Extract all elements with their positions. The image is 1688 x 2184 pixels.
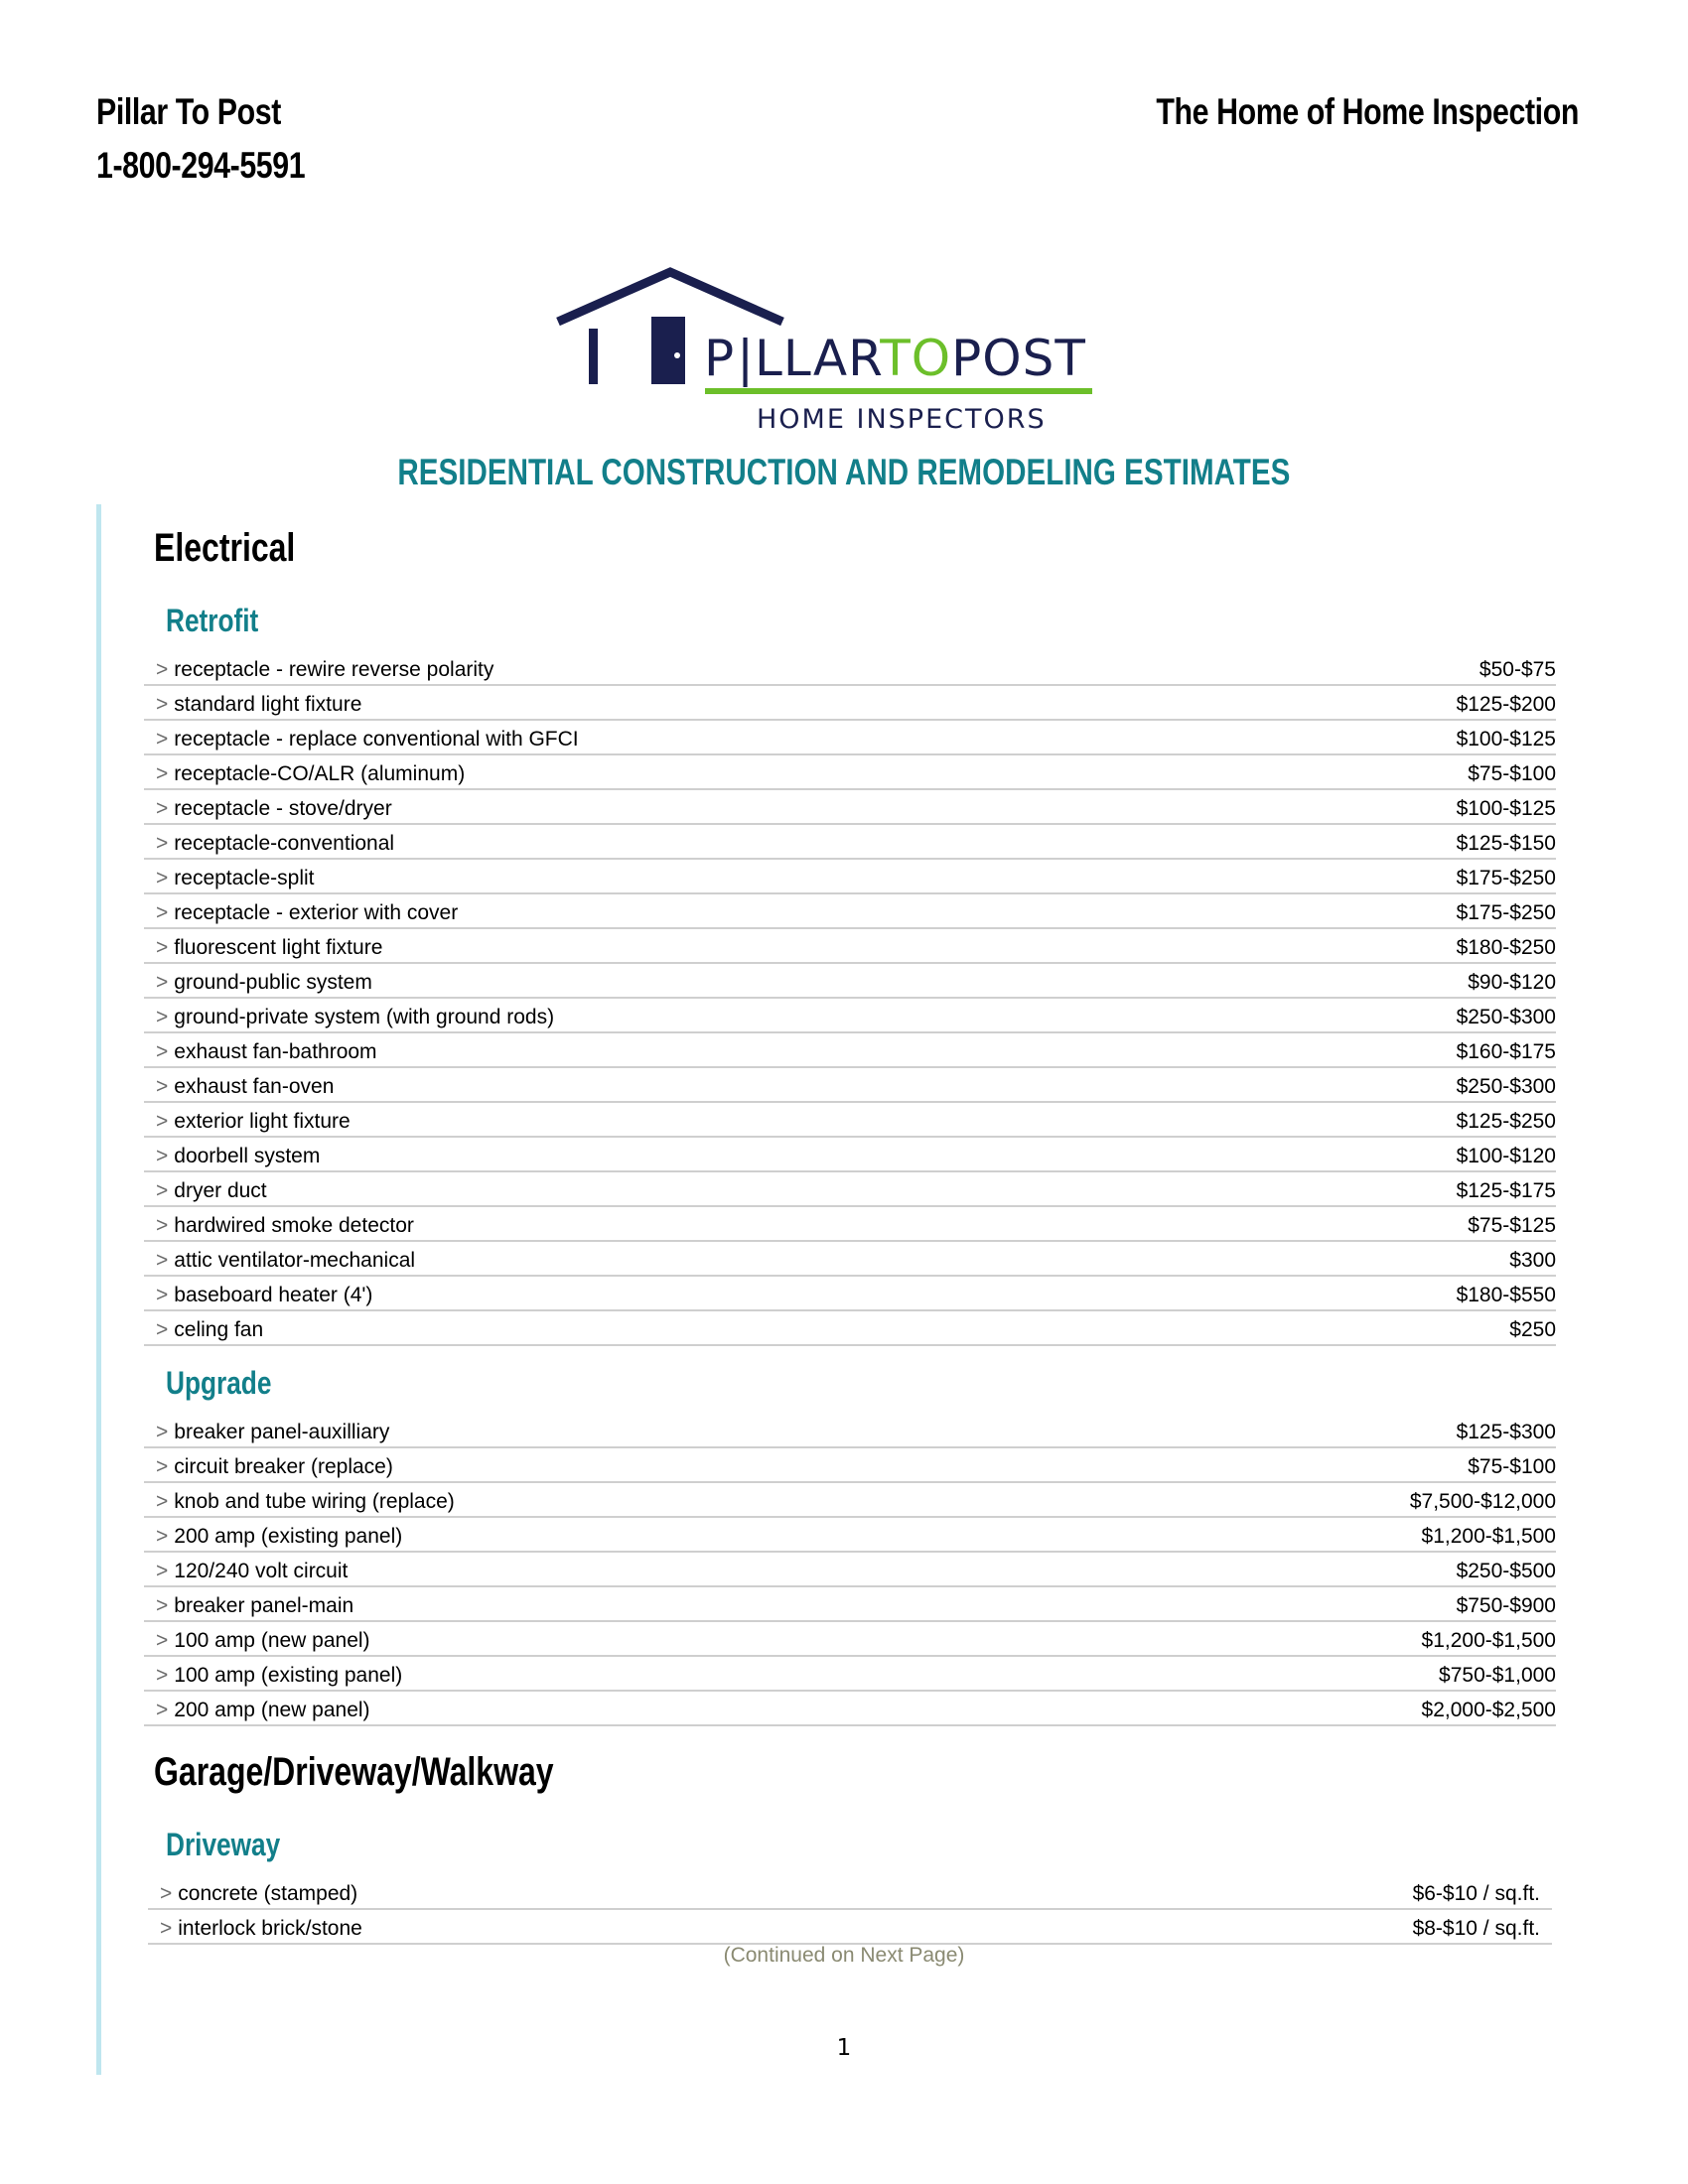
item-marker: > bbox=[156, 832, 169, 855]
item-marker: > bbox=[156, 1040, 169, 1063]
table-row bbox=[144, 1448, 1556, 1483]
table-row bbox=[148, 1875, 1552, 1910]
item-label bbox=[156, 1318, 263, 1342]
item-label-text: receptacle - rewire reverse polarity bbox=[174, 658, 494, 681]
logo-pillar bbox=[589, 329, 598, 384]
item-price: $125-$175 bbox=[1456, 1179, 1556, 1202]
item-label bbox=[156, 1145, 320, 1168]
item-price: $75-$100 bbox=[1468, 1455, 1556, 1478]
item-label-text: knob and tube wiring (replace) bbox=[174, 1490, 455, 1513]
table-row bbox=[144, 651, 1556, 686]
item-label-text: receptacle - replace conventional with GFCI bbox=[174, 728, 579, 751]
table-row bbox=[144, 1207, 1556, 1242]
item-price: $175-$250 bbox=[1456, 867, 1556, 889]
logo-wordmark-p: P bbox=[704, 330, 736, 387]
table-row bbox=[144, 1068, 1556, 1103]
table-row bbox=[144, 1622, 1556, 1657]
item-price: $180-$250 bbox=[1456, 936, 1556, 959]
page-number: 1 bbox=[836, 2035, 852, 2061]
item-label-text: exhaust fan-bathroom bbox=[174, 1040, 377, 1063]
item-label bbox=[156, 1664, 402, 1688]
item-label bbox=[156, 728, 579, 751]
item-label bbox=[156, 1214, 414, 1238]
item-price: $160-$175 bbox=[1456, 1040, 1556, 1063]
item-marker: > bbox=[156, 658, 169, 681]
item-label bbox=[156, 658, 493, 682]
item-label-text: baseboard heater (4') bbox=[174, 1284, 373, 1306]
item-marker: > bbox=[156, 1179, 169, 1202]
item-label bbox=[156, 832, 394, 856]
tagline: The Home of Home Inspection bbox=[1156, 91, 1579, 132]
item-label-text: 200 amp (existing panel) bbox=[174, 1525, 403, 1548]
logo-wordmark-to: TO bbox=[880, 330, 952, 387]
item-marker: > bbox=[156, 1421, 169, 1443]
item-price: $75-$100 bbox=[1468, 762, 1556, 785]
item-label bbox=[156, 901, 458, 925]
item-price: $180-$550 bbox=[1456, 1284, 1556, 1306]
item-label-text: receptacle - stove/dryer bbox=[174, 797, 392, 820]
item-marker: > bbox=[156, 1249, 169, 1272]
pillar-to-post-logo bbox=[554, 266, 1130, 445]
subsection-retrofit-heading: Retrofit bbox=[166, 603, 259, 638]
item-marker: > bbox=[156, 1490, 169, 1513]
item-label-text: standard light fixture bbox=[174, 693, 362, 716]
item-price: $250-$500 bbox=[1456, 1560, 1556, 1582]
retrofit-table bbox=[144, 651, 1556, 1346]
item-price: $90-$120 bbox=[1468, 971, 1556, 994]
item-label bbox=[156, 867, 315, 890]
item-marker: > bbox=[156, 1284, 169, 1306]
continued-note: (Continued on Next Page) bbox=[723, 1944, 965, 1967]
item-label bbox=[156, 1594, 353, 1618]
table-row bbox=[144, 1414, 1556, 1448]
item-label-text: celing fan bbox=[174, 1318, 264, 1341]
item-label-text: 120/240 volt circuit bbox=[174, 1560, 349, 1582]
item-price: $100-$125 bbox=[1456, 728, 1556, 751]
item-price: $750-$1,000 bbox=[1439, 1664, 1556, 1687]
table-row bbox=[144, 1518, 1556, 1553]
item-price: $750-$900 bbox=[1456, 1594, 1556, 1617]
table-row bbox=[144, 1692, 1556, 1726]
item-marker: > bbox=[156, 762, 169, 785]
item-marker: > bbox=[156, 1145, 169, 1167]
table-row bbox=[144, 929, 1556, 964]
upgrade-table bbox=[144, 1414, 1556, 1726]
table-row bbox=[144, 721, 1556, 755]
item-marker: > bbox=[156, 936, 169, 959]
section-garage-heading: Garage/Driveway/Walkway bbox=[154, 1750, 554, 1794]
table-row bbox=[144, 1587, 1556, 1622]
item-label bbox=[156, 1560, 348, 1583]
item-marker: > bbox=[156, 1110, 169, 1133]
table-row bbox=[144, 790, 1556, 825]
item-marker: > bbox=[156, 1318, 169, 1341]
item-label bbox=[156, 762, 465, 786]
item-price: $6-$10 / sq.ft. bbox=[1412, 1882, 1540, 1905]
item-marker: > bbox=[156, 1629, 169, 1652]
item-price: $125-$250 bbox=[1456, 1110, 1556, 1133]
item-label-text: ground-private system (with ground rods) bbox=[174, 1006, 555, 1028]
item-label bbox=[160, 1917, 362, 1941]
item-label bbox=[156, 1006, 554, 1029]
item-marker: > bbox=[156, 1560, 169, 1582]
logo-wordmark: P|LLARTOPOST bbox=[704, 330, 1086, 387]
table-row bbox=[144, 999, 1556, 1033]
item-price: $250-$300 bbox=[1456, 1006, 1556, 1028]
item-label-text: 100 amp (new panel) bbox=[174, 1629, 370, 1652]
subsection-driveway-heading: Driveway bbox=[166, 1827, 281, 1862]
logo-green-bar bbox=[705, 388, 1092, 394]
item-price: $100-$125 bbox=[1456, 797, 1556, 820]
item-label bbox=[156, 1110, 351, 1134]
item-marker: > bbox=[156, 1075, 169, 1098]
item-label bbox=[156, 971, 372, 995]
item-label-text: attic ventilator-mechanical bbox=[174, 1249, 416, 1272]
phone-number: 1-800-294-5591 bbox=[96, 145, 306, 186]
logo-door bbox=[651, 317, 685, 384]
item-label bbox=[156, 797, 392, 821]
item-label bbox=[156, 1421, 389, 1444]
item-marker: > bbox=[156, 1525, 169, 1548]
item-price: $75-$125 bbox=[1468, 1214, 1556, 1237]
item-label bbox=[156, 693, 361, 717]
table-row bbox=[144, 1242, 1556, 1277]
item-label-text: 200 amp (new panel) bbox=[174, 1699, 370, 1721]
subsection-upgrade-heading: Upgrade bbox=[166, 1365, 272, 1401]
item-label-text: receptacle-conventional bbox=[174, 832, 395, 855]
item-price: $8-$10 / sq.ft. bbox=[1412, 1917, 1540, 1940]
table-row bbox=[144, 1311, 1556, 1346]
item-marker: > bbox=[156, 901, 169, 924]
table-row bbox=[144, 1033, 1556, 1068]
item-label bbox=[160, 1882, 357, 1906]
item-label bbox=[156, 1284, 372, 1307]
item-price: $175-$250 bbox=[1456, 901, 1556, 924]
table-row bbox=[144, 1657, 1556, 1692]
table-row bbox=[144, 1553, 1556, 1587]
item-marker: > bbox=[156, 1214, 169, 1237]
item-label-text: 100 amp (existing panel) bbox=[174, 1664, 403, 1687]
logo-doorknob bbox=[674, 352, 680, 358]
logo-roof bbox=[558, 272, 782, 322]
item-price: $125-$150 bbox=[1456, 832, 1556, 855]
item-price: $125-$300 bbox=[1456, 1421, 1556, 1443]
item-label-text: receptacle-CO/ALR (aluminum) bbox=[174, 762, 466, 785]
table-row bbox=[144, 755, 1556, 790]
item-price: $1,200-$1,500 bbox=[1421, 1629, 1556, 1652]
item-marker: > bbox=[156, 728, 169, 751]
item-label-text: hardwired smoke detector bbox=[174, 1214, 414, 1237]
item-label-text: doorbell system bbox=[174, 1145, 321, 1167]
table-row bbox=[144, 860, 1556, 894]
table-row bbox=[144, 686, 1556, 721]
item-price: $125-$200 bbox=[1456, 693, 1556, 716]
item-marker: > bbox=[156, 971, 169, 994]
item-label-text: dryer duct bbox=[174, 1179, 267, 1202]
left-accent-bar bbox=[96, 504, 101, 2075]
item-marker: > bbox=[156, 797, 169, 820]
item-price: $250 bbox=[1509, 1318, 1556, 1341]
item-price: $50-$75 bbox=[1478, 658, 1556, 681]
item-label-text: exhaust fan-oven bbox=[174, 1075, 335, 1098]
driveway-table bbox=[148, 1875, 1552, 1945]
item-marker: > bbox=[156, 1455, 169, 1478]
item-price: $7,500-$12,000 bbox=[1409, 1490, 1556, 1513]
item-label-text: breaker panel-main bbox=[174, 1594, 354, 1617]
item-label bbox=[156, 1249, 415, 1273]
table-row bbox=[144, 1172, 1556, 1207]
logo-wordmark-post: POST bbox=[951, 330, 1086, 387]
item-label-text: concrete (stamped) bbox=[178, 1882, 358, 1905]
table-row bbox=[148, 1910, 1552, 1945]
item-label-text: circuit breaker (replace) bbox=[174, 1455, 393, 1478]
item-label-text: breaker panel-auxilliary bbox=[174, 1421, 390, 1443]
item-price: $1,200-$1,500 bbox=[1421, 1525, 1556, 1548]
company-name: Pillar To Post bbox=[96, 91, 281, 132]
item-label bbox=[156, 1525, 402, 1549]
table-row bbox=[144, 894, 1556, 929]
item-price: $300 bbox=[1509, 1249, 1556, 1272]
item-label bbox=[156, 1179, 267, 1203]
section-electrical-heading: Electrical bbox=[154, 526, 296, 570]
table-row bbox=[144, 1138, 1556, 1172]
item-label-text: receptacle - exterior with cover bbox=[174, 901, 459, 924]
logo-subtitle: HOME INSPECTORS bbox=[757, 404, 1047, 435]
item-marker: > bbox=[156, 1594, 169, 1617]
item-price: $2,000-$2,500 bbox=[1421, 1699, 1556, 1721]
item-label-text: fluorescent light fixture bbox=[174, 936, 383, 959]
table-row bbox=[144, 1103, 1556, 1138]
item-label bbox=[156, 1075, 334, 1099]
item-marker: > bbox=[156, 1664, 169, 1687]
item-label-text: ground-public system bbox=[174, 971, 372, 994]
item-label-text: interlock brick/stone bbox=[178, 1917, 362, 1940]
item-label bbox=[156, 1699, 370, 1722]
item-price: $250-$300 bbox=[1456, 1075, 1556, 1098]
document-title: RESIDENTIAL CONSTRUCTION AND REMODELING ESTIMATES bbox=[397, 452, 1291, 492]
item-marker: > bbox=[156, 693, 169, 716]
item-marker: > bbox=[156, 1006, 169, 1028]
item-label bbox=[156, 1040, 377, 1064]
table-row bbox=[144, 825, 1556, 860]
table-row bbox=[144, 964, 1556, 999]
table-row bbox=[144, 1277, 1556, 1311]
item-marker: > bbox=[160, 1917, 173, 1940]
item-label bbox=[156, 1490, 455, 1514]
item-label bbox=[156, 1629, 370, 1653]
table-row bbox=[144, 1483, 1556, 1518]
item-marker: > bbox=[156, 867, 169, 889]
item-marker: > bbox=[160, 1882, 173, 1905]
item-label-text: receptacle-split bbox=[174, 867, 315, 889]
item-label bbox=[156, 1455, 393, 1479]
item-marker: > bbox=[156, 1699, 169, 1721]
item-label bbox=[156, 936, 382, 960]
logo-wordmark-llar: LLAR bbox=[755, 330, 881, 387]
item-price: $100-$120 bbox=[1456, 1145, 1556, 1167]
item-label-text: exterior light fixture bbox=[174, 1110, 351, 1133]
